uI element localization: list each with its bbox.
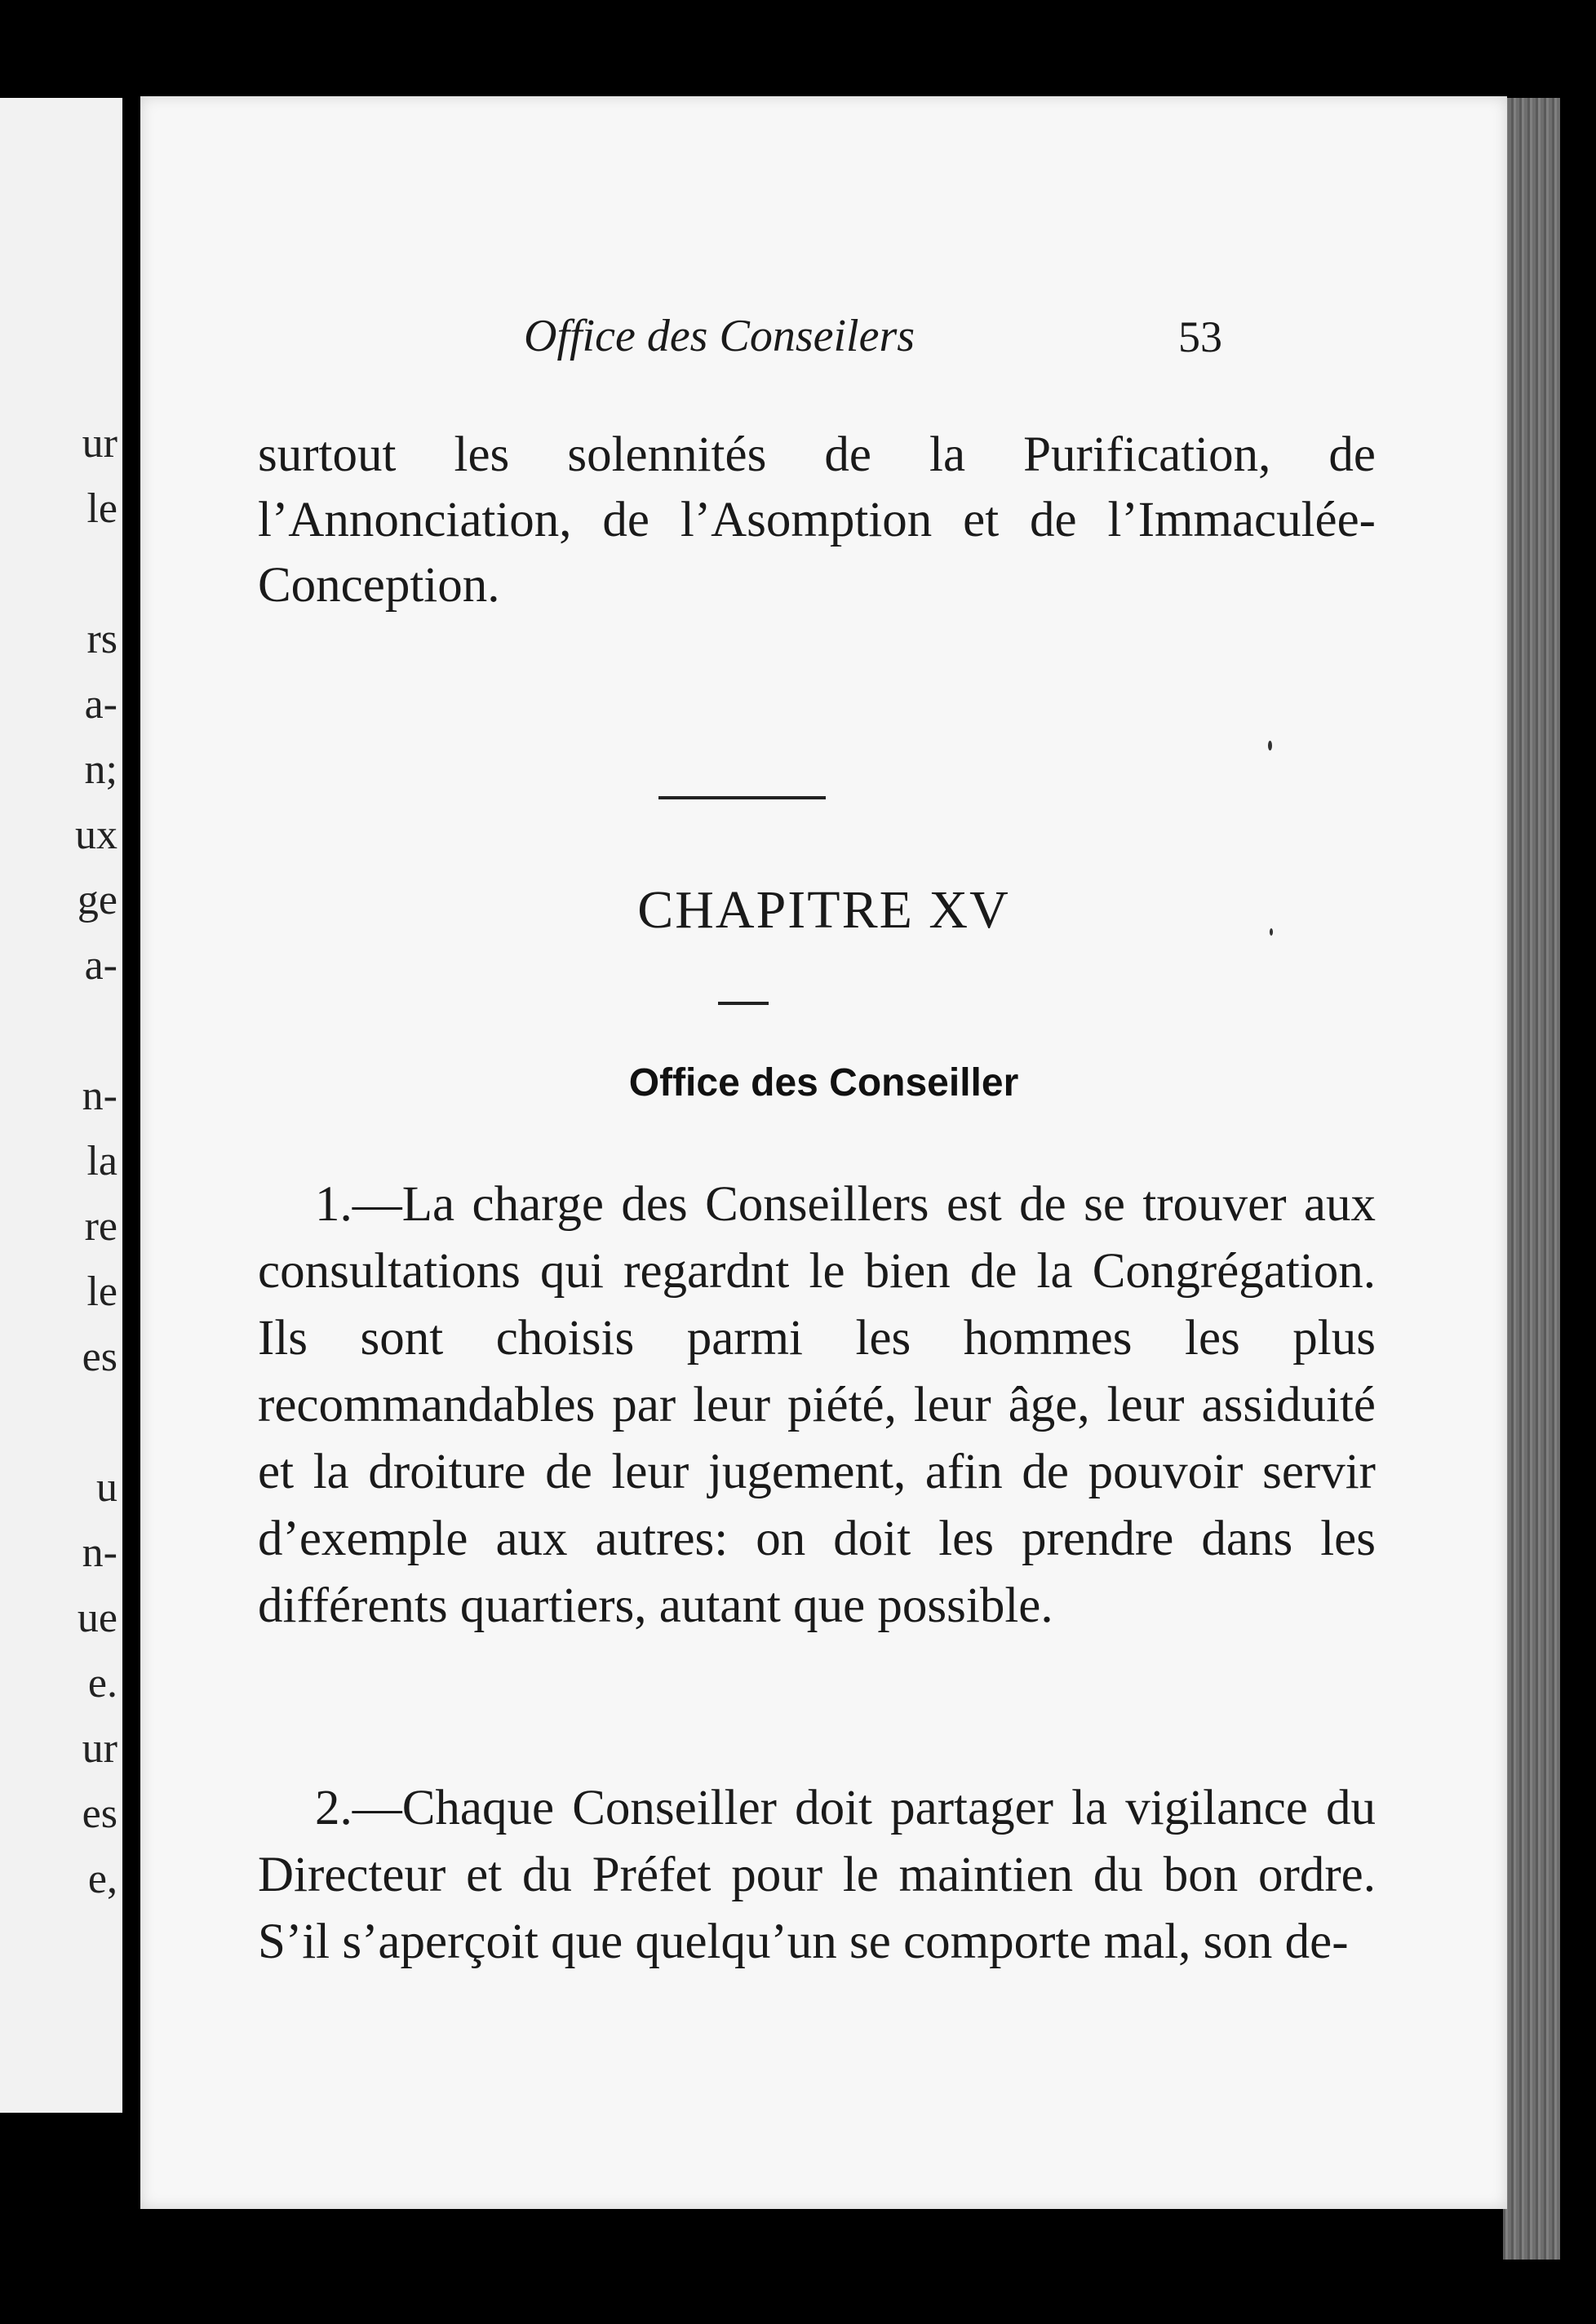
chapter-heading: CHAPITRE XV [637,880,1010,940]
margin-fragment: es [82,1791,117,1837]
scan-speck [1268,741,1272,750]
running-header [140,310,1507,383]
margin-fragment: ur [82,1725,117,1772]
facing-page-fragment [0,98,122,2113]
margin-fragment: rs [86,616,117,662]
margin-fragment: e. [87,1660,117,1706]
margin-fragment: ux [75,812,117,858]
margin-fragment: ge [77,877,117,923]
margin-fragment: a- [84,942,117,989]
margin-fragment: u [96,1464,117,1511]
margin-fragment: ue [77,1595,117,1641]
article-paragraph: 2.—Chaque Conseiller doit partager la vigilance du Directeur et du Préfet pour le maintien du bon ordre. S’il s’aperçoit que quelqu’un se comporte mal, son de- [258,1781,1376,1969]
margin-fragment: a- [84,681,117,728]
margin-fragment: n; [84,746,117,793]
margin-fragment: re [84,1203,117,1250]
running-title: Office des Conseilers [524,311,915,361]
continued-paragraph: surtout les solennités de la Purification, de l’Annonciation, de l’Asomption et de l’Immaculée-Conception. [258,427,1376,613]
margin-fragment: e, [87,1856,117,1902]
margin-fragment: le [86,1268,117,1315]
chapter-divider [718,1002,769,1005]
article-paragraph: 1.—La charge des Conseillers est de se trouver aux consultations qui regardnt le bien de la Congrégation. Ils sont choisis parmi les hommes les plus recommandables par leur piété, leur âge, leur assiduité et la droiture de leur jugement, afin de pouvoir servir d’exemple aux autres: on doit les prendre dans les différents quartiers, autant que possible. [258,1177,1376,1633]
section-title: Office des Conseiller [628,1061,1019,1104]
scan-speck [1270,928,1273,936]
margin-fragment: es [82,1334,117,1380]
page-number: 53 [1178,312,1222,361]
section-divider [658,796,826,799]
margin-fragment: la [86,1138,117,1184]
book-edge [1503,98,1560,2260]
margin-fragment: ur [82,420,117,467]
book-page [140,96,1507,2209]
margin-fragment: n- [82,1529,117,1576]
margin-fragment: n- [82,1073,117,1119]
margin-fragment: le [86,485,117,532]
